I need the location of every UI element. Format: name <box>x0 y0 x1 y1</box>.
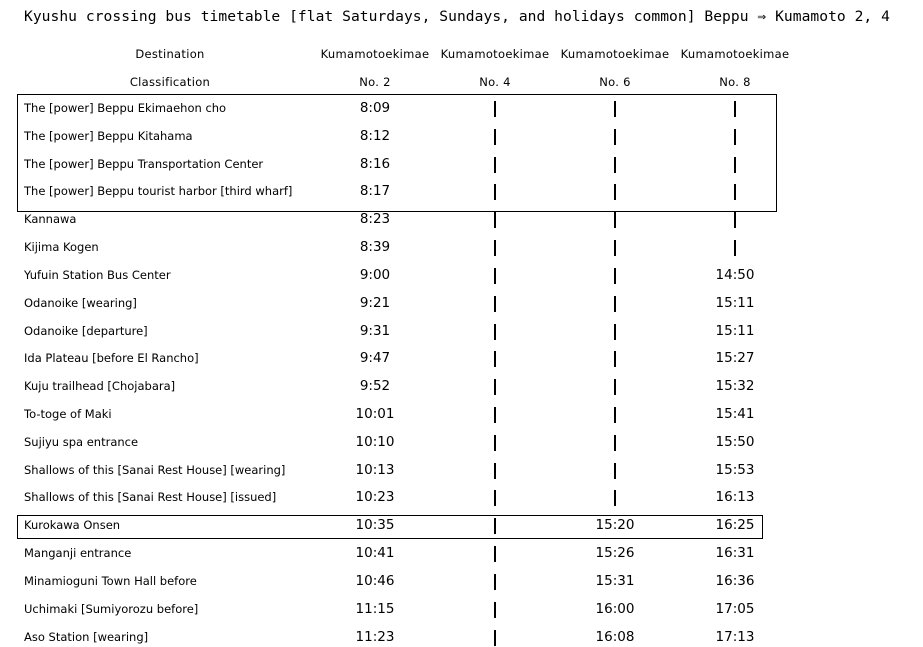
pass-through-mark <box>614 490 616 506</box>
pass-through-mark <box>614 101 616 117</box>
pass-through-mark <box>614 240 616 256</box>
stop-name: Uchimaki [Sumiyorozu before] <box>24 601 199 616</box>
column-destination-2: Kumamotoekimae <box>440 47 550 61</box>
departure-time: 15:41 <box>715 406 755 423</box>
pass-through-mark <box>614 184 616 200</box>
stop-name: Sujiyu spa entrance <box>24 434 139 449</box>
departure-time: 15:27 <box>715 350 755 367</box>
departure-time: 9:00 <box>359 266 391 283</box>
departure-time: 10:41 <box>355 545 395 562</box>
departure-time: 17:05 <box>715 600 755 617</box>
pass-through-mark <box>614 157 616 173</box>
column-destination-4: Kumamotoekimae <box>680 47 790 61</box>
pass-through-mark <box>494 518 496 534</box>
stop-name: Ida Plateau [before El Rancho] <box>24 351 199 366</box>
stop-name: Shallows of this [Sanai Rest House] [wearing] <box>24 462 286 477</box>
pass-through-mark <box>494 324 496 340</box>
stop-name: Manganji entrance <box>24 546 132 561</box>
column-number-1: No. 2 <box>359 75 391 89</box>
pass-through-mark <box>734 240 736 256</box>
column-number-3: No. 6 <box>599 75 631 89</box>
pass-through-mark <box>614 463 616 479</box>
departure-time: 9:21 <box>359 294 391 311</box>
pass-through-mark <box>614 379 616 395</box>
pass-through-mark <box>614 268 616 284</box>
destination-label: Destination <box>135 47 205 61</box>
departure-time: 8:23 <box>359 211 391 228</box>
departure-time: 8:16 <box>359 155 391 172</box>
departure-time: 15:11 <box>715 294 755 311</box>
departure-time: 10:13 <box>355 461 395 478</box>
pass-through-mark <box>734 184 736 200</box>
departure-time: 10:01 <box>355 406 395 423</box>
pass-through-mark <box>494 546 496 562</box>
departure-time: 8:17 <box>359 183 391 200</box>
stop-name: The [power] Beppu Transportation Center <box>24 156 264 171</box>
stop-name: Kurokawa Onsen <box>24 518 121 533</box>
departure-time: 17:13 <box>715 628 755 645</box>
pass-through-mark <box>494 407 496 423</box>
pass-through-mark <box>614 435 616 451</box>
departure-time: 9:47 <box>359 350 391 367</box>
column-destination-1: Kumamotoekimae <box>320 47 430 61</box>
pass-through-mark <box>614 296 616 312</box>
pass-through-mark <box>734 157 736 173</box>
pass-through-mark <box>494 268 496 284</box>
departure-time: 9:31 <box>359 322 391 339</box>
departure-time: 16:13 <box>715 489 755 506</box>
pass-through-mark <box>614 129 616 145</box>
pass-through-mark <box>614 407 616 423</box>
pass-through-mark <box>494 602 496 618</box>
pass-through-mark <box>494 490 496 506</box>
pass-through-mark <box>734 101 736 117</box>
departure-time: 16:31 <box>715 545 755 562</box>
pass-through-mark <box>494 101 496 117</box>
departure-time: 8:09 <box>359 100 391 116</box>
page-title: Kyushu crossing bus timetable [flat Saturdays, Sundays, and holidays common] Beppu ⇒ Kumamoto 2, 4 <box>24 8 890 25</box>
departure-time: 10:10 <box>355 433 395 450</box>
departure-time: 9:52 <box>359 378 391 395</box>
departure-time: 10:35 <box>355 517 395 534</box>
stop-name: The [power] Beppu tourist harbor [third wharf] <box>24 184 293 199</box>
departure-time: 15:50 <box>715 433 755 450</box>
pass-through-mark <box>494 157 496 173</box>
pass-through-mark <box>614 351 616 367</box>
pass-through-mark <box>734 212 736 228</box>
column-number-4: No. 8 <box>719 75 751 89</box>
departure-time: 8:39 <box>359 239 391 256</box>
departure-time: 16:25 <box>715 517 755 534</box>
stop-name: To-toge of Maki <box>24 407 112 422</box>
pass-through-mark <box>494 129 496 145</box>
departure-time: 15:32 <box>715 378 755 395</box>
stop-name: Kannawa <box>24 212 77 227</box>
pass-through-mark <box>494 574 496 590</box>
stop-name: Odanoike [wearing] <box>24 295 137 310</box>
stop-name: The [power] Beppu Kitahama <box>24 128 193 143</box>
pass-through-mark <box>734 129 736 145</box>
departure-time: 15:53 <box>715 461 755 478</box>
pass-through-mark <box>614 212 616 228</box>
departure-time: 15:26 <box>595 545 635 562</box>
departure-time: 8:12 <box>359 127 391 144</box>
pass-through-mark <box>494 630 496 646</box>
departure-time: 16:36 <box>715 572 755 589</box>
classification-label: Classification <box>129 75 211 89</box>
pass-through-mark <box>494 435 496 451</box>
column-destination-3: Kumamotoekimae <box>560 47 670 61</box>
departure-time: 14:50 <box>715 266 755 283</box>
column-number-2: No. 4 <box>479 75 511 89</box>
departure-time: 11:15 <box>355 600 395 617</box>
pass-through-mark <box>494 296 496 312</box>
departure-time: 15:11 <box>715 322 755 339</box>
departure-time: 15:20 <box>595 517 635 534</box>
stop-name: Kuju trailhead [Chojabara] <box>24 379 176 394</box>
pass-through-mark <box>614 324 616 340</box>
pass-through-mark <box>494 463 496 479</box>
stop-name: Yufuin Station Bus Center <box>24 267 171 282</box>
stop-name: Kijima Kogen <box>24 240 99 255</box>
pass-through-mark <box>494 240 496 256</box>
departure-time: 10:23 <box>355 489 395 506</box>
departure-time: 10:46 <box>355 572 395 589</box>
pass-through-mark <box>494 184 496 200</box>
departure-time: 16:00 <box>595 600 635 617</box>
departure-time: 11:23 <box>355 628 395 645</box>
stop-name: The [power] Beppu Ekimaehon cho <box>24 101 227 115</box>
stop-name: Shallows of this [Sanai Rest House] [issued] <box>24 490 277 505</box>
departure-time: 15:31 <box>595 572 635 589</box>
pass-through-mark <box>494 351 496 367</box>
departure-time: 16:08 <box>595 628 635 645</box>
stop-name: Minamioguni Town Hall before <box>24 573 197 588</box>
pass-through-mark <box>494 379 496 395</box>
stop-name: Odanoike [departure] <box>24 323 148 338</box>
pass-through-mark <box>494 212 496 228</box>
stop-name: Aso Station [wearing] <box>24 629 149 644</box>
